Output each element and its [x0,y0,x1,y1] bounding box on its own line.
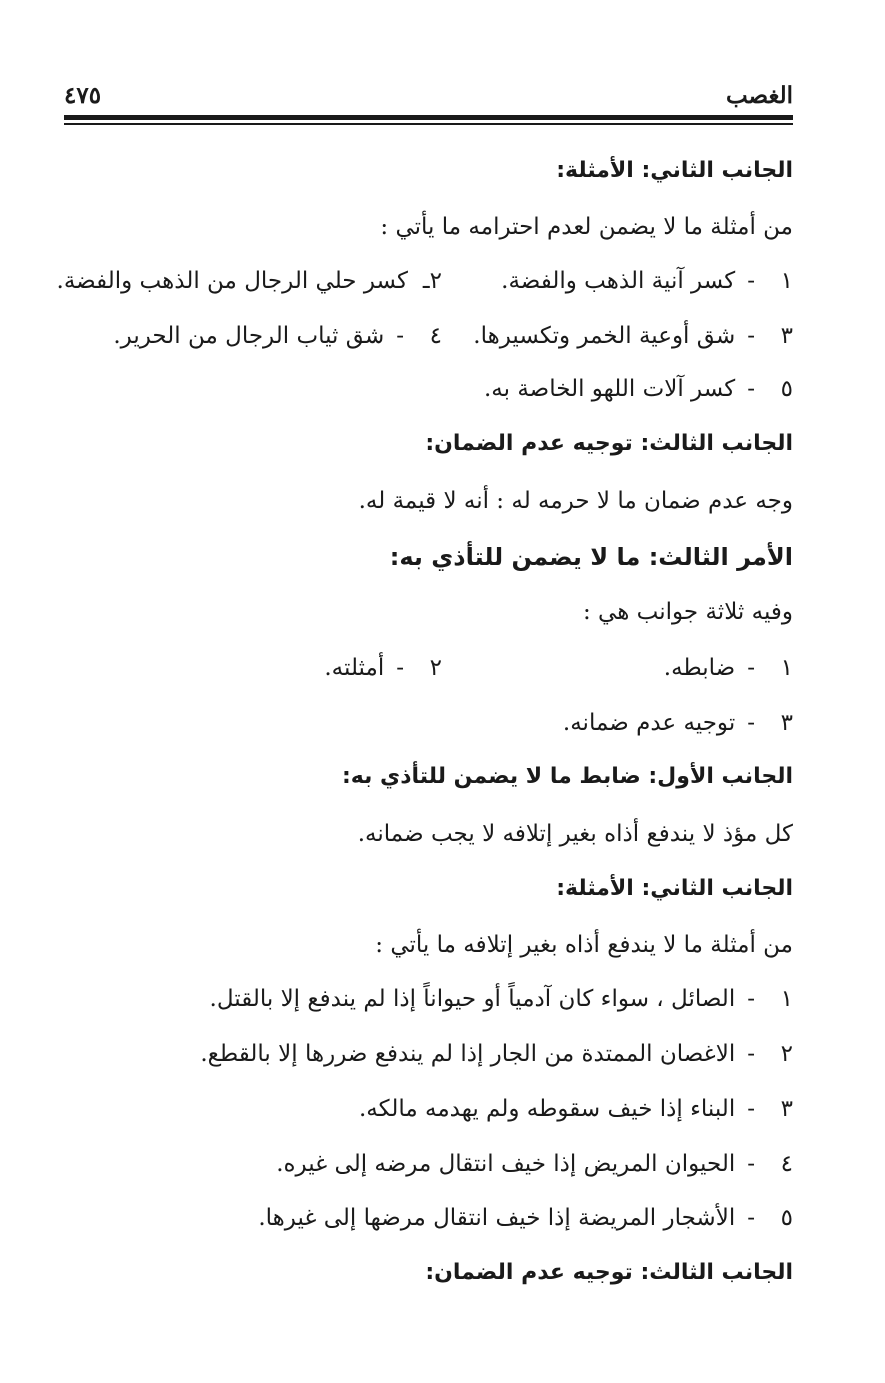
list-item-dash: - [747,323,755,349]
list-item-number: ٣ [780,323,793,349]
list-item [324,657,442,680]
page-number: ٤٧٥ [64,82,102,109]
list-item-dash: - [747,986,755,1012]
list-item [664,657,793,680]
list-item-dash: - [747,268,755,294]
section-heading: الجانب الأول: ضابط ما لا يضمن للتأذي به: [342,764,793,789]
list-item-text: شق أوعية الخمر وتكسيرها. [473,323,736,349]
list-item [484,378,793,401]
list-item-dash: - [396,655,404,681]
list-item-dash: - [747,710,755,736]
list-item [501,270,793,293]
list-item-text: كسر حلي الرجال من الذهب والفضة. [56,268,408,294]
list-item-number: ١ [780,986,793,1012]
list-item [359,1098,793,1121]
list-item-number: ١ [780,268,793,294]
list-item-text: الصائل ، سواء كان آدمياً أو حيواناً إذا لم يندفع إلا بالقتل. [209,986,736,1012]
list-item [473,325,793,348]
list-item-text: أمثلته. [324,655,385,681]
list-item [210,988,793,1011]
section-heading: الجانب الثاني: الأمثلة: [556,158,793,183]
list-item-number: ١ [780,655,793,681]
list-item-number: ٢ [429,655,442,681]
list-item-dash: - [747,1041,755,1067]
list-item-number: ٣ [780,710,793,736]
list-item-text: كسر آلات اللهو الخاصة به. [484,376,736,402]
section-heading: الجانب الثاني: الأمثلة: [556,876,793,901]
list-item-dash: - [747,1151,755,1177]
list-item-dash: - [747,1096,755,1122]
list-item-text: البناء إذا خيف سقوطه ولم يهدمه مالكه. [359,1096,736,1122]
header-rule-thin [64,123,793,125]
paragraph-line: كل مؤذ لا يندفع أذاه بغير إتلافه لا يجب ضمانه. [357,821,793,847]
list-item-text: الأشجار المريضة إذا خيف انتقال مرضها إلى غيرها. [258,1205,736,1231]
list-item-text: ضابطه. [663,655,736,681]
list-item-dash: - [747,376,755,402]
list-item [258,1207,793,1230]
list-item [57,270,442,293]
list-item-text: الاغصان الممتدة من الجار إذا لم يندفع ضررها إلا بالقطع. [200,1041,736,1067]
list-item-number: ٤ [429,323,442,349]
list-item-text: توجيه عدم ضمانه. [562,710,736,736]
header-rule-thick [64,115,793,120]
section-heading: الجانب الثالث: توجيه عدم الضمان: [425,1260,793,1285]
list-item [276,1153,793,1176]
list-item-dash: - [747,1205,755,1231]
section-heading: الجانب الثالث: توجيه عدم الضمان: [425,431,793,456]
list-item [563,712,793,735]
paragraph-line: وفيه ثلاثة جوانب هي : [583,599,793,625]
list-item-number: ٢ [780,1041,793,1067]
list-item-dash: - [747,655,755,681]
list-item-number: ٢ـ [422,268,442,294]
list-item [200,1043,793,1066]
paragraph-line: وجه عدم ضمان ما لا حرمه له : أنه لا قيمة له. [358,488,793,514]
list-item-number: ٣ [780,1096,793,1122]
list-item-dash: - [396,323,404,349]
list-item-number: ٥ [780,1205,793,1231]
list-item [113,325,442,348]
section-heading: الأمر الثالث: ما لا يضمن للتأذي به: [389,543,793,571]
paragraph-line: من أمثلة ما لا يندفع أذاه بغير إتلافه ما يأتي : [375,932,793,958]
list-item-number: ٤ [780,1151,793,1177]
list-item-text: شق ثياب الرجال من الحرير. [113,323,385,349]
paragraph-line: من أمثلة ما لا يضمن لعدم احترامه ما يأتي : [380,214,793,240]
running-header-title: الغصب [725,82,793,109]
list-item-number: ٥ [780,376,793,402]
list-item-text: الحيوان المريض إذا خيف انتقال مرضه إلى غيره. [276,1151,736,1177]
list-item-text: كسر آنية الذهب والفضة. [501,268,736,294]
